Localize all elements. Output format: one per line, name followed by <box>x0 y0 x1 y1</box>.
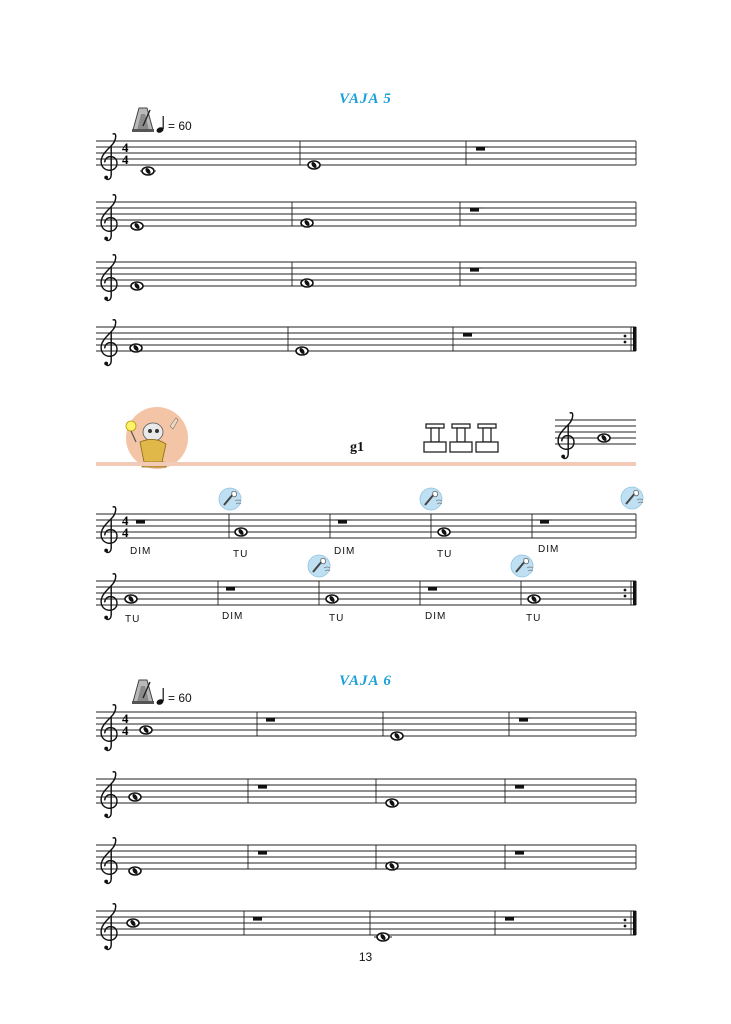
exercise-5-staff-1 <box>96 134 636 180</box>
exercise-5-staff-2 <box>96 195 636 241</box>
syllable: TU <box>526 613 542 624</box>
g1-staff-1 <box>96 507 636 553</box>
exercise-6-staff-4 <box>96 904 637 950</box>
svg-text:4: 4 <box>122 711 129 726</box>
syllable: DIM <box>222 611 244 622</box>
exercise-5-staff-3 <box>96 255 636 301</box>
breath-icon <box>219 488 241 510</box>
svg-text:4: 4 <box>122 723 129 738</box>
exercise-6-tempo: = 60 <box>168 691 192 705</box>
svg-text:4: 4 <box>122 140 129 155</box>
syllable: TU <box>125 614 141 625</box>
exercise-6-staff-2 <box>96 772 636 818</box>
exercise-6-title: VAJA 6 <box>339 673 392 689</box>
g1-staff-2 <box>96 574 637 620</box>
svg-text:4: 4 <box>122 152 129 167</box>
breath-icon <box>621 487 643 509</box>
exercise-5-staff-4 <box>96 320 637 366</box>
page-number: 13 <box>358 950 373 964</box>
mascot-icon <box>126 407 188 469</box>
svg-text:4: 4 <box>122 513 129 528</box>
g1-reference-staff <box>555 413 636 459</box>
syllable: TU <box>437 549 453 560</box>
syllable: DIM <box>334 546 356 557</box>
breath-icon <box>308 555 330 577</box>
syllable: TU <box>329 613 345 624</box>
syllable: DIM <box>130 546 152 557</box>
exercise-6-staff-1 <box>96 705 636 751</box>
svg-text:4: 4 <box>122 525 129 540</box>
exercise-5-title: VAJA 5 <box>339 91 392 107</box>
note-name-label: g1 <box>350 440 364 455</box>
exercise-5-tempo: = 60 <box>168 119 192 133</box>
breath-icon <box>420 488 442 510</box>
syllable: DIM <box>538 544 560 555</box>
syllable: TU <box>233 549 249 560</box>
exercise-6-staff-3 <box>96 838 636 884</box>
valves-icon <box>424 424 498 452</box>
breath-icon <box>511 555 533 577</box>
syllable: DIM <box>425 611 447 622</box>
